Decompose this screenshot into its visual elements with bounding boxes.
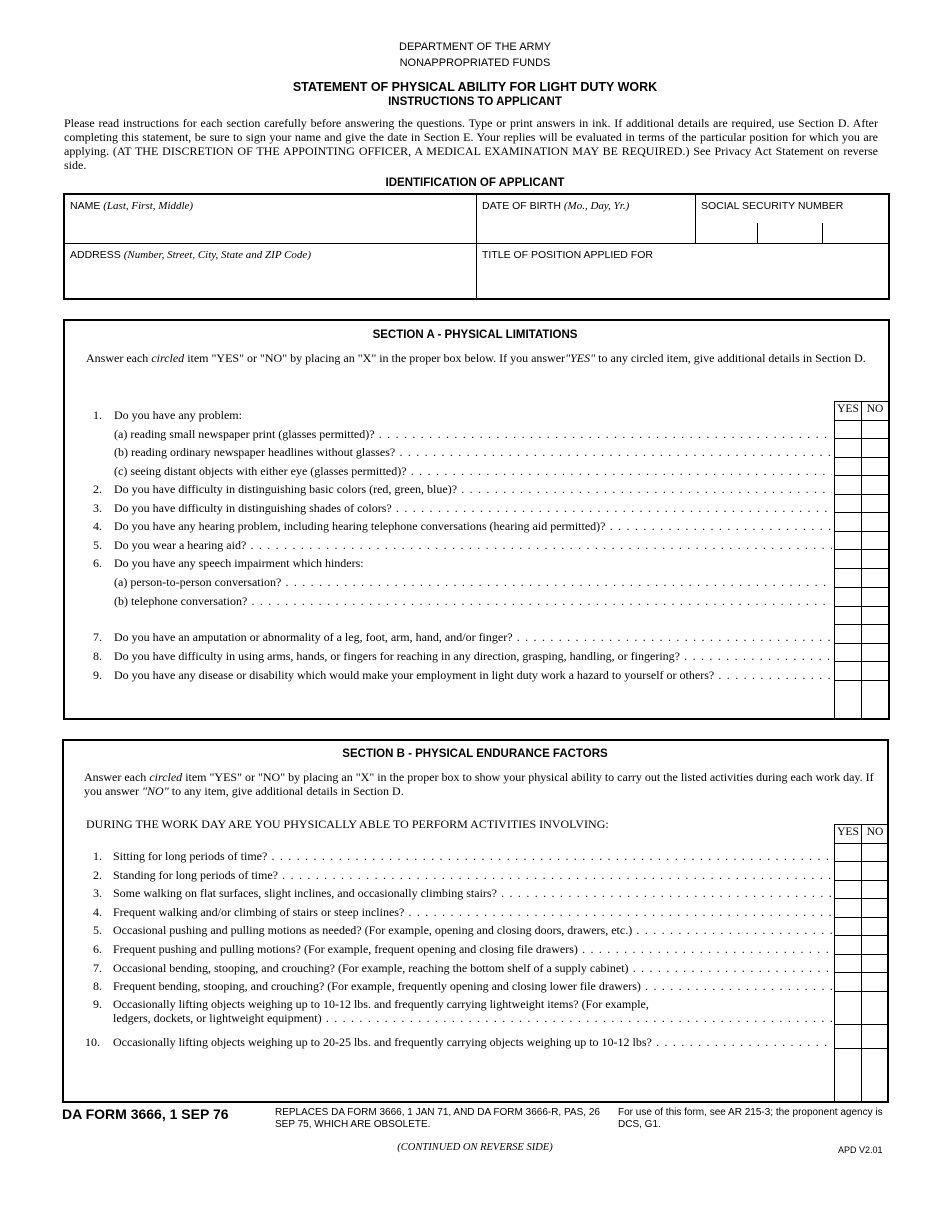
ssn-part-1[interactable]	[699, 223, 758, 243]
section-a-no-checkbox[interactable]	[862, 569, 888, 606]
section-a-question: Do you have any disease or disability which would make your employment in light duty work a hazard to yourself or others? . . .	[114, 668, 832, 683]
section-a-no-checkbox[interactable]	[862, 644, 888, 661]
section-a-question: (a) person-to-person conversation? . . .	[114, 575, 832, 590]
section-a-yes-checkbox[interactable]	[835, 495, 861, 512]
section-b-question: Sitting for long periods of time? . . .	[113, 849, 832, 864]
section-a-yes-checkbox[interactable]	[835, 513, 861, 531]
question-number: 7.	[93, 961, 102, 975]
question-number: 2.	[93, 868, 102, 882]
section-b-question: Occasionally lifting objects weighing up to 10-12 lbs. and frequently carrying lightweight items? (For example,	[113, 997, 649, 1011]
section-a-question: Do you wear a hearing aid? . . .	[114, 538, 832, 553]
section-b-no-checkbox[interactable]	[862, 899, 888, 917]
section-a-no-header: NO	[866, 403, 884, 415]
section-a-no-checkbox[interactable]	[862, 607, 888, 624]
section-b-no-header: NO	[866, 826, 884, 838]
section-b-no-checkbox[interactable]	[862, 936, 888, 954]
section-a-question: (c) seeing distant objects with either eye (glasses permitted)? . . .	[114, 464, 832, 479]
question-number: 8.	[93, 979, 102, 993]
section-a-yes-checkbox[interactable]	[835, 569, 861, 606]
section-b-yes-checkbox[interactable]	[835, 973, 861, 991]
section-b-no-checkbox[interactable]	[862, 955, 888, 972]
section-a-yes-checkbox[interactable]	[835, 458, 861, 475]
name-label: NAME (Last, First, Middle)	[70, 200, 194, 212]
section-a-no-checkbox[interactable]	[862, 662, 888, 680]
section-a-question: (a) reading small newspaper print (glasses permitted)? . . .	[114, 427, 832, 442]
section-a-no-checkbox[interactable]	[862, 476, 888, 494]
section-a-question: (b) telephone conversation? . . .	[114, 594, 832, 609]
section-a-yes-checkbox[interactable]	[835, 532, 861, 549]
section-b-no-checkbox[interactable]	[862, 844, 888, 861]
question-number: 9.	[93, 668, 102, 682]
replaces-note: REPLACES DA FORM 3666, 1 JAN 71, AND DA FORM 3666-R, PAS, 26 SEP 75, WHICH ARE OBSOLETE.	[275, 1107, 600, 1130]
section-a-yes-checkbox[interactable]	[835, 662, 861, 680]
dob-field[interactable]	[482, 217, 694, 241]
proponent-note: For use of this form, see AR 215-3; the proponent agency is DCS, G1.	[618, 1107, 883, 1130]
version-label: APD V2.01	[838, 1145, 883, 1155]
position-field[interactable]	[482, 267, 886, 295]
divider	[476, 195, 477, 298]
question-number: 7.	[93, 630, 102, 644]
question-number: 1.	[93, 849, 102, 863]
section-a-yes-checkbox[interactable]	[835, 607, 861, 624]
section-b-title: SECTION B - PHYSICAL ENDURANCE FACTORS	[342, 748, 608, 760]
question-number: 5.	[93, 923, 102, 937]
section-b-question: Frequent bending, stooping, and crouching? (For example, frequently opening and closing lower file drawers) . . .	[113, 979, 832, 994]
section-b-yes-checkbox[interactable]	[835, 844, 861, 861]
identification-heading: IDENTIFICATION OF APPLICANT	[385, 177, 565, 189]
section-b-yes-checkbox[interactable]	[835, 881, 861, 898]
ssn-part-2[interactable]	[761, 223, 823, 243]
section-a-no-checkbox[interactable]	[862, 513, 888, 531]
section-a-yes-checkbox[interactable]	[835, 421, 861, 438]
identification-box	[63, 193, 890, 300]
section-b-during-heading: DURING THE WORK DAY ARE YOU PHYSICALLY ABLE TO PERFORM ACTIVITIES INVOLVING:	[86, 817, 609, 831]
section-a-title: SECTION A - PHYSICAL LIMITATIONS	[372, 329, 578, 341]
section-a-yes-header: YES	[837, 403, 859, 415]
question-number: 9.	[93, 997, 102, 1011]
section-a-instructions: Answer each circled item "YES" or "NO" by placing an "X" in the proper box below. If you answer"YES" to any circled item, give additional details in Section D.	[86, 351, 866, 365]
ssn-part-3[interactable]	[826, 223, 890, 243]
form-title: STATEMENT OF PHYSICAL ABILITY FOR LIGHT DUTY WORK	[292, 80, 658, 94]
section-a-yes-checkbox[interactable]	[835, 550, 861, 568]
question-number: 3.	[93, 501, 102, 515]
section-a-question: Do you have difficulty in distinguishing shades of colors? . . .	[114, 501, 832, 516]
section-b-question-continued: ledgers, dockets, or lightweight equipment) . . .	[113, 1011, 832, 1026]
question-number: 1.	[93, 408, 102, 422]
question-number: 6.	[93, 556, 102, 570]
section-b-no-checkbox[interactable]	[862, 992, 888, 1024]
name-field[interactable]	[70, 217, 474, 241]
section-a-question: Do you have an amputation or abnormality of a leg, foot, arm, hand, and/or finger? . . .	[114, 630, 832, 645]
section-b-yes-checkbox[interactable]	[835, 862, 861, 880]
section-b-no-checkbox[interactable]	[862, 862, 888, 880]
dob-label: DATE OF BIRTH (Mo., Day, Yr.)	[482, 200, 630, 212]
question-number: 5.	[93, 538, 102, 552]
section-a-no-checkbox[interactable]	[862, 458, 888, 475]
section-b-yes-checkbox[interactable]	[835, 1025, 861, 1048]
section-b-question: Occasional bending, stooping, and crouching? (For example, reaching the bottom shelf of a supply cabinet) . . .	[113, 961, 832, 976]
position-label: TITLE OF POSITION APPLIED FOR	[482, 249, 653, 261]
section-a-question: Do you have difficulty in distinguishing basic colors (red, green, blue)? . . .	[114, 482, 832, 497]
section-a-yes-checkbox[interactable]	[835, 644, 861, 661]
section-b-yes-header: YES	[837, 826, 859, 838]
section-b-yes-checkbox[interactable]	[835, 955, 861, 972]
section-a-no-checkbox[interactable]	[862, 550, 888, 568]
section-b-instructions: Answer each circled item "YES" or "NO" by placing an "X" in the proper box to show your physical ability to carry out the listed activities during each work day. If you answer "NO" to any item, give additional details in Section D.	[84, 770, 874, 798]
section-b-yes-checkbox[interactable]	[835, 899, 861, 917]
yn-header-top	[834, 401, 889, 402]
question-number: 10.	[85, 1035, 100, 1049]
funds-heading: NONAPPROPRIATED FUNDS	[399, 57, 551, 69]
question-number: 4.	[93, 519, 102, 533]
section-b-question: Frequent pushing and pulling motions? (For example, frequent opening and closing file drawers) . . .	[113, 942, 832, 957]
section-a-yes-checkbox[interactable]	[835, 439, 861, 457]
divider	[695, 195, 696, 243]
row-divider	[834, 1048, 889, 1049]
section-a-no-checkbox[interactable]	[862, 681, 888, 719]
section-a-yes-checkbox[interactable]	[835, 625, 861, 643]
instructions-text: Please read instructions for each section carefully before answering the questions. Type or print answers in ink. If additional details are required, use Section D. After completing this statement, be sure to sign your name and give the date in Section E. Your replies will be evaluated in terms of the particular position for which you are applying. (AT THE DISCRETION OF THE APPOINTING OFFICER, A MEDICAL EXAMINATION MAY BE REQUIRED.) See Privacy Act Statement on reverse side.	[64, 116, 878, 172]
section-a-no-checkbox[interactable]	[862, 625, 888, 643]
section-b-yes-checkbox[interactable]	[835, 918, 861, 935]
section-b-question: Some walking on flat surfaces, slight inclines, and occasionally climbing stairs? . . .	[113, 886, 832, 901]
question-number: 6.	[93, 942, 102, 956]
section-b-yes-checkbox[interactable]	[835, 936, 861, 954]
section-a-no-checkbox[interactable]	[862, 421, 888, 438]
section-a-no-checkbox[interactable]	[862, 439, 888, 457]
section-b-no-checkbox[interactable]	[862, 1025, 888, 1048]
section-b-question: Frequent walking and/or climbing of stairs or steep inclines? . . .	[113, 905, 832, 920]
section-a-question: Do you have difficulty in using arms, hands, or fingers for reaching in any direction, grasping, handling, or fingering? . . .	[114, 649, 832, 664]
section-b-no-checkbox[interactable]	[862, 881, 888, 898]
yn-header-top	[834, 824, 889, 825]
section-a-yes-checkbox[interactable]	[835, 476, 861, 494]
section-a-question: Do you have any speech impairment which hinders:	[114, 556, 364, 570]
section-b-question: Standing for long periods of time? . . .	[113, 868, 832, 883]
instructions-heading: INSTRUCTIONS TO APPLICANT	[388, 96, 562, 108]
section-a-question: Do you have any hearing problem, including hearing telephone conversations (hearing aid permitted)? . . .	[114, 519, 832, 534]
section-b-question: Occasional pushing and pulling motions as needed? (For example, opening and closing doors, drawers, etc.) . . .	[113, 923, 832, 938]
section-a-question: (b) reading ordinary newspaper headlines without glasses? . . .	[114, 445, 832, 460]
section-a-no-checkbox[interactable]	[862, 495, 888, 512]
section-b-question: Occasionally lifting objects weighing up to 20-25 lbs. and frequently carrying objects weighing up to 10-12 lbs? . . .	[113, 1035, 832, 1050]
question-number: 2.	[93, 482, 102, 496]
department-heading: DEPARTMENT OF THE ARMY	[399, 41, 551, 53]
continued-note: (CONTINUED ON REVERSE SIDE)	[397, 1142, 553, 1153]
section-b-no-checkbox[interactable]	[862, 973, 888, 991]
section-b-yes-checkbox[interactable]	[835, 992, 861, 1024]
address-label: ADDRESS (Number, Street, City, State and ZIP Code)	[70, 249, 311, 261]
form-number: DA FORM 3666, 1 SEP 76	[62, 1106, 229, 1122]
section-b-no-checkbox[interactable]	[862, 918, 888, 935]
ssn-label: SOCIAL SECURITY NUMBER	[701, 200, 844, 212]
question-number: 8.	[93, 649, 102, 663]
section-a-no-checkbox[interactable]	[862, 532, 888, 549]
section-a-question: Do you have any problem:	[114, 408, 242, 422]
question-number: 4.	[93, 905, 102, 919]
section-a-yes-checkbox[interactable]	[835, 681, 861, 719]
address-field[interactable]	[70, 267, 474, 295]
question-number: 3.	[93, 886, 102, 900]
